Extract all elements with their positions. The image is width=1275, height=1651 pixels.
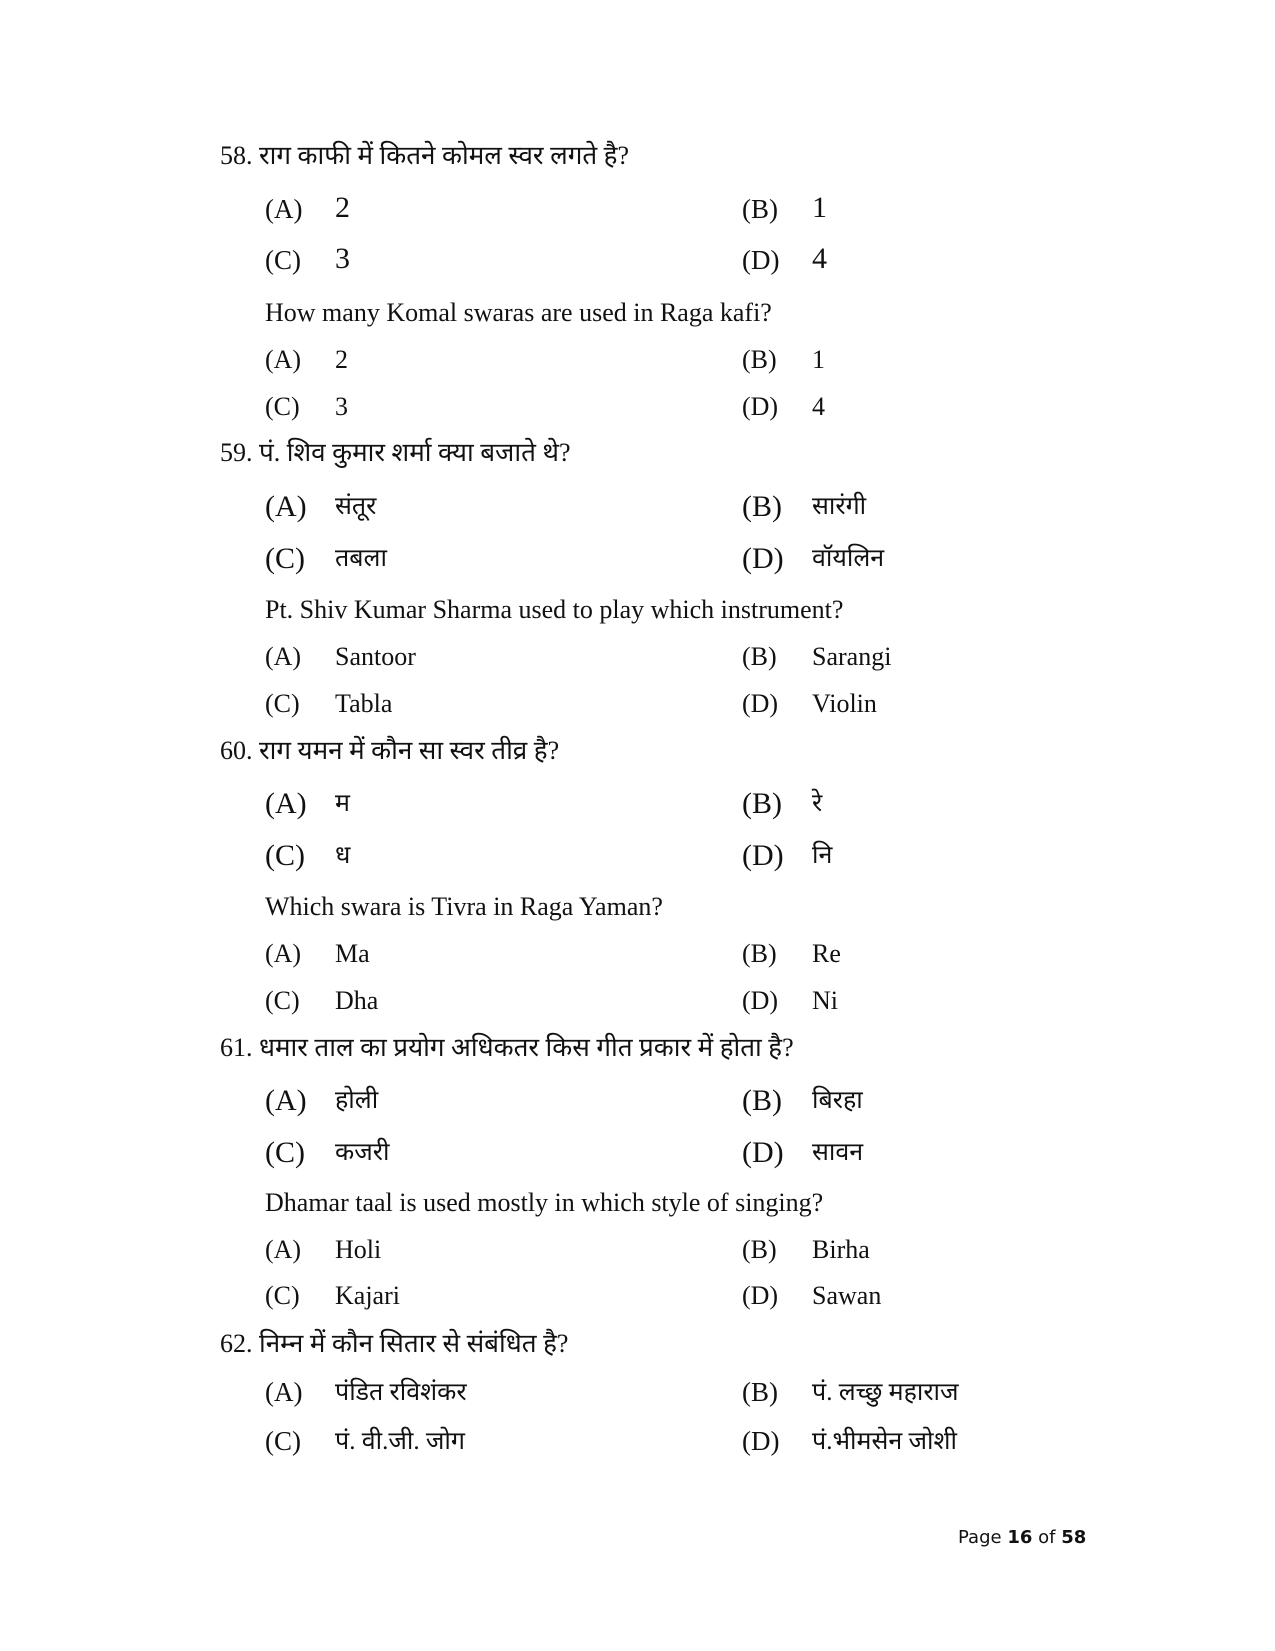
option-value: कजरी xyxy=(335,1139,390,1166)
page-number xyxy=(958,1527,1086,1548)
option-value: Dha xyxy=(335,986,379,1015)
option-label: (A) xyxy=(265,194,303,224)
option-value: Santoor xyxy=(335,642,416,671)
option-value: होली xyxy=(335,1087,379,1114)
option-label: (C) xyxy=(265,392,300,421)
option-label: (C) xyxy=(265,986,300,1015)
option-label: (D) xyxy=(742,689,779,718)
option-label: (C) xyxy=(265,245,301,275)
option-value: 3 xyxy=(335,242,350,275)
option-value: 2 xyxy=(335,191,350,224)
option-label: (B) xyxy=(742,345,777,374)
option-value: Ni xyxy=(812,986,838,1015)
option-value: पं.भीमसेन जोशी xyxy=(812,1428,957,1455)
question-60-english: Which swara is Tivra in Raga Yaman? xyxy=(265,892,663,921)
option-value: संतूर xyxy=(335,493,377,520)
option-value: सावन xyxy=(812,1139,864,1166)
total-pages: 58 xyxy=(1061,1527,1087,1548)
option-label: (B) xyxy=(742,490,782,523)
option-label: (D) xyxy=(742,392,779,421)
option-value: 4 xyxy=(812,392,825,421)
option-value: Sawan xyxy=(812,1281,882,1310)
option-label: (C) xyxy=(265,839,305,872)
page-word: Page xyxy=(958,1527,1002,1548)
option-label: (B) xyxy=(742,939,777,968)
question-61-english: Dhamar taal is used mostly in which style of singing? xyxy=(265,1188,824,1217)
option-value: तबला xyxy=(335,545,387,572)
option-label: (B) xyxy=(742,787,782,820)
question-60-hindi: 60. राग यमन में कौन सा स्वर तीव्र है? xyxy=(220,736,560,765)
option-label: (A) xyxy=(265,1377,303,1407)
question-59-english: Pt. Shiv Kumar Sharma used to play which instrument? xyxy=(265,595,844,624)
option-value: रे xyxy=(812,790,823,817)
option-value: वॉयलिन xyxy=(812,545,885,572)
option-label: (D) xyxy=(742,986,779,1015)
option-value: Re xyxy=(812,939,841,968)
option-label: (D) xyxy=(742,1136,784,1169)
option-value: सारंगी xyxy=(812,493,867,520)
option-value: पं. लच्छु महाराज xyxy=(812,1379,959,1406)
option-value: 1 xyxy=(812,191,827,224)
option-label: (C) xyxy=(265,1136,305,1169)
option-label: (A) xyxy=(265,1084,307,1117)
option-value: Birha xyxy=(812,1235,870,1264)
option-label: (A) xyxy=(265,787,307,820)
option-label: (C) xyxy=(265,542,305,575)
option-label: (B) xyxy=(742,1377,778,1407)
option-value: Sarangi xyxy=(812,642,892,671)
question-58-english: How many Komal swaras are used in Raga kafi? xyxy=(265,298,772,327)
option-label: (B) xyxy=(742,194,778,224)
option-label: (D) xyxy=(742,1281,779,1310)
option-label: (D) xyxy=(742,839,784,872)
option-value: Ma xyxy=(335,939,370,968)
current-page: 16 xyxy=(1007,1527,1033,1548)
option-label: (A) xyxy=(265,490,307,523)
question-59-hindi: 59. पं. शिव कुमार शर्मा क्या बजाते थे? xyxy=(220,438,571,467)
option-label: (D) xyxy=(742,1426,780,1456)
of-word: of xyxy=(1038,1527,1056,1548)
option-value: ध xyxy=(335,842,351,869)
option-label: (C) xyxy=(265,689,300,718)
option-value: 2 xyxy=(335,345,348,374)
question-62-hindi: 62. निम्न में कौन सितार से संबंधित है? xyxy=(220,1329,569,1358)
option-value: Violin xyxy=(812,689,877,718)
question-58-hindi: 58. राग काफी में कितने कोमल स्वर लगते है? xyxy=(220,141,630,170)
option-value: पं. वी.जी. जोग xyxy=(335,1428,465,1455)
option-label: (B) xyxy=(742,642,777,671)
option-label: (C) xyxy=(265,1281,300,1310)
option-value: पंडित रविशंकर xyxy=(335,1379,467,1406)
option-value: बिरहा xyxy=(812,1087,863,1114)
option-value: 3 xyxy=(335,392,348,421)
question-61-hindi: 61. धमार ताल का प्रयोग अधिकतर किस गीत प्रकार में होता है? xyxy=(220,1033,794,1062)
option-value: Tabla xyxy=(335,689,393,718)
option-label: (D) xyxy=(742,542,784,575)
option-value: 1 xyxy=(812,345,825,374)
option-label: (A) xyxy=(265,345,302,374)
option-label: (A) xyxy=(265,642,302,671)
option-value: नि xyxy=(812,842,833,869)
option-label: (A) xyxy=(265,939,302,968)
option-value: 4 xyxy=(812,242,827,275)
option-label: (B) xyxy=(742,1235,777,1264)
option-label: (B) xyxy=(742,1084,782,1117)
option-value: म xyxy=(335,790,350,817)
option-label: (D) xyxy=(742,245,780,275)
option-label: (C) xyxy=(265,1426,301,1456)
option-value: Holi xyxy=(335,1235,382,1264)
option-value: Kajari xyxy=(335,1281,400,1310)
option-label: (A) xyxy=(265,1235,302,1264)
